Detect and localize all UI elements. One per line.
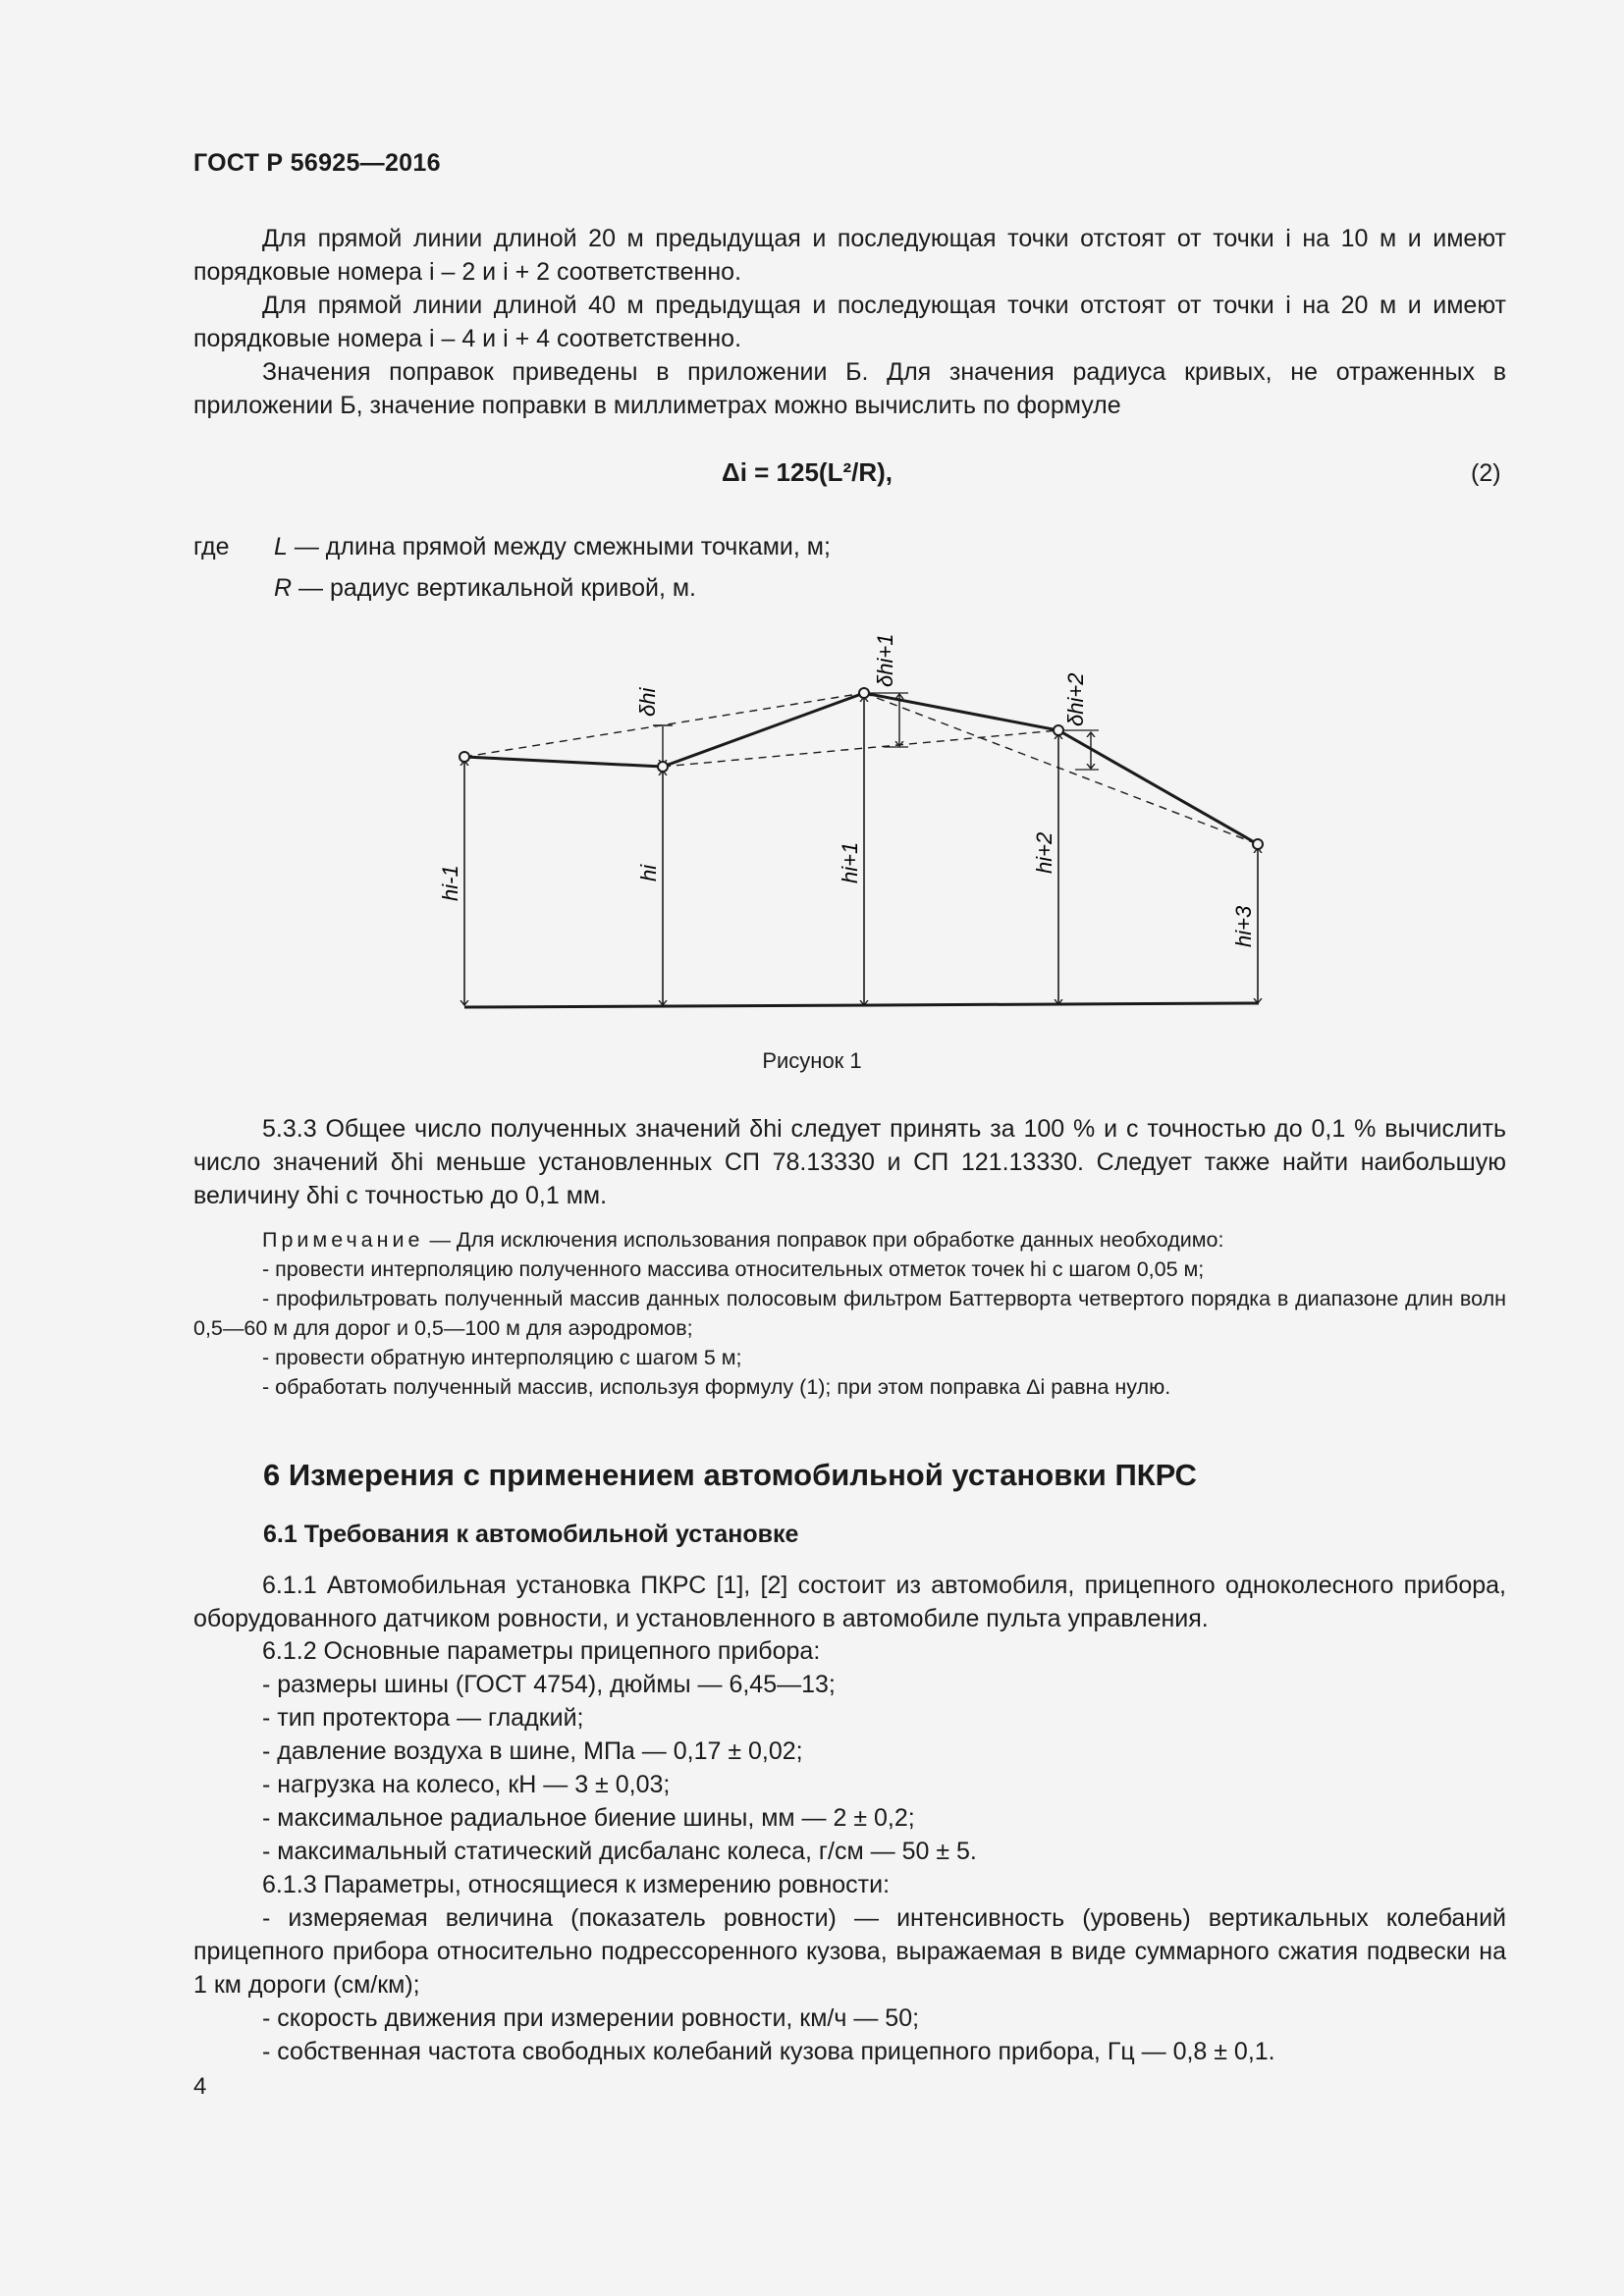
paragraph-40m: Для прямой линии длиной 40 м предыдущая и последующая точки отстоят от точки i на 20 м и имеют порядковые номера i – 4 и i + 4 соответственно. — [193, 292, 1506, 352]
paragraph-5-3-3: 5.3.3 Общее число полученных значений δhi следует принять за 100 % и с точностью до 0,1 % вычислить число значений δhi меньше установленных СП 78.13330 и СП 121.13330. Следует также найти наибольшую величину δhi с точностью до 0,1 мм. — [193, 1115, 1506, 1209]
paragraph-20m: Для прямой линии длиной 20 м предыдущая и последующая точки отстоят от точки i на 10 м и имеют порядковые номера i – 2 и i + 2 соответственно. — [193, 225, 1506, 286]
note-item: - провести интерполяцию полученного массива относительных отметок точек hi с шагом 0,05 м; — [262, 1257, 1205, 1281]
list-item: - максимальный статический дисбаланс колеса, г/см — 50 ± 5. — [262, 1838, 977, 1865]
paragraph-6-1-2: 6.1.2 Основные параметры прицепного прибора: — [262, 1637, 821, 1665]
list-6-1-3 — [193, 1901, 1506, 2068]
document-header: ГОСТ Р 56925—2016 — [193, 149, 441, 177]
point-ip2 — [1054, 725, 1063, 735]
paragraph-corrections: Значения поправок приведены в приложении Б. Для значения радиуса кривых, не отраженных в приложении Б, значение поправки в миллиметрах можно вычислить по формуле — [193, 358, 1506, 419]
list-item: - нагрузка на колесо, кН — 3 ± 0,03; — [262, 1771, 671, 1798]
point-im1 — [460, 752, 469, 762]
label-dh-ip1: δhi+1 — [873, 633, 897, 687]
list-item: - давление воздуха в шине, МПа — 0,17 ± 0,02; — [262, 1737, 803, 1765]
chord-i2 — [864, 693, 1258, 844]
note-label: Примечание — [262, 1228, 424, 1252]
label-h-im1: hi-1 — [438, 865, 462, 901]
list-6-1-2 — [193, 1668, 1506, 1868]
label-dh-i: δhi — [635, 687, 660, 717]
list-item: - собственная частота свободных колебаний кузова прицепного прибора, Гц — 0,8 ± 0,1. — [262, 2038, 1275, 2065]
list-item: - максимальное радиальное биение шины, мм — 2 ± 0,2; — [262, 1804, 915, 1832]
list-item: - размеры шины (ГОСТ 4754), дюймы — 6,45—13; — [262, 1671, 836, 1698]
list-item: - измеряемая величина (показатель ровности) — интенсивность (уровень) вертикальных колебаний прицепного прибора относительно подрессоренного кузова, выражаемая в виде суммарного сжатия подвески на 1 км дороги (см/км); — [193, 1904, 1506, 1999]
def-L: L — длина прямой между смежными точками, м; — [274, 533, 831, 561]
def-R: R — радиус вертикальной кривой, м. — [274, 574, 696, 602]
label-dh-ip2: δhi+2 — [1063, 672, 1088, 726]
label-h-i: hi — [636, 864, 661, 881]
figure-caption: Рисунок 1 — [762, 1048, 862, 1073]
point-i — [658, 762, 668, 772]
note-item: - провести обратную интерполяцию с шагом 5 м; — [262, 1346, 742, 1369]
note-item: - профильтровать полученный массив данных полосовым фильтром Баттерворта четвертого порядка в диапазоне длин волн 0,5—60 м для дорог и 0,5—100 м для аэродромов; — [193, 1287, 1506, 1340]
formula-2: Δi = 125(L²/R), — [722, 457, 893, 487]
point-ip3 — [1253, 839, 1263, 849]
formula-number: (2) — [1471, 459, 1501, 487]
profile-line — [464, 693, 1258, 844]
note-intro: — Для исключения использования поправок при обработке данных необходимо: — [429, 1228, 1224, 1252]
chord-i1 — [663, 730, 1058, 767]
list-item: - тип протектора — гладкий; — [262, 1704, 584, 1732]
page-number: 4 — [193, 2073, 207, 2100]
note-block — [193, 1225, 1506, 1402]
label-h-ip1: hi+1 — [838, 841, 862, 883]
note-item: - обработать полученный массив, используя формулу (1); при этом поправка Δi равна нулю. — [262, 1375, 1171, 1399]
label-h-ip3: hi+3 — [1231, 905, 1256, 947]
section-6-1-title: 6.1 Требования к автомобильной установке — [263, 1521, 799, 1548]
where-label: где — [193, 533, 230, 561]
paragraph-6-1-1: 6.1.1 Автомобильная установка ПКРС [1], [2] состоит из автомобиля, прицепного одноколесного прибора, оборудованного датчиком ровности, и установленного в автомобиле пульта управления. — [193, 1572, 1506, 1632]
section-6-title: 6 Измерения с применением автомобильной установки ПКРС — [263, 1458, 1197, 1492]
paragraph-6-1-3: 6.1.3 Параметры, относящиеся к измерению ровности: — [262, 1871, 891, 1898]
point-ip1 — [859, 688, 869, 698]
baseline — [464, 1003, 1259, 1007]
list-item: - скорость движения при измерении ровности, км/ч — 50; — [262, 2004, 920, 2032]
label-h-ip2: hi+2 — [1032, 831, 1056, 874]
